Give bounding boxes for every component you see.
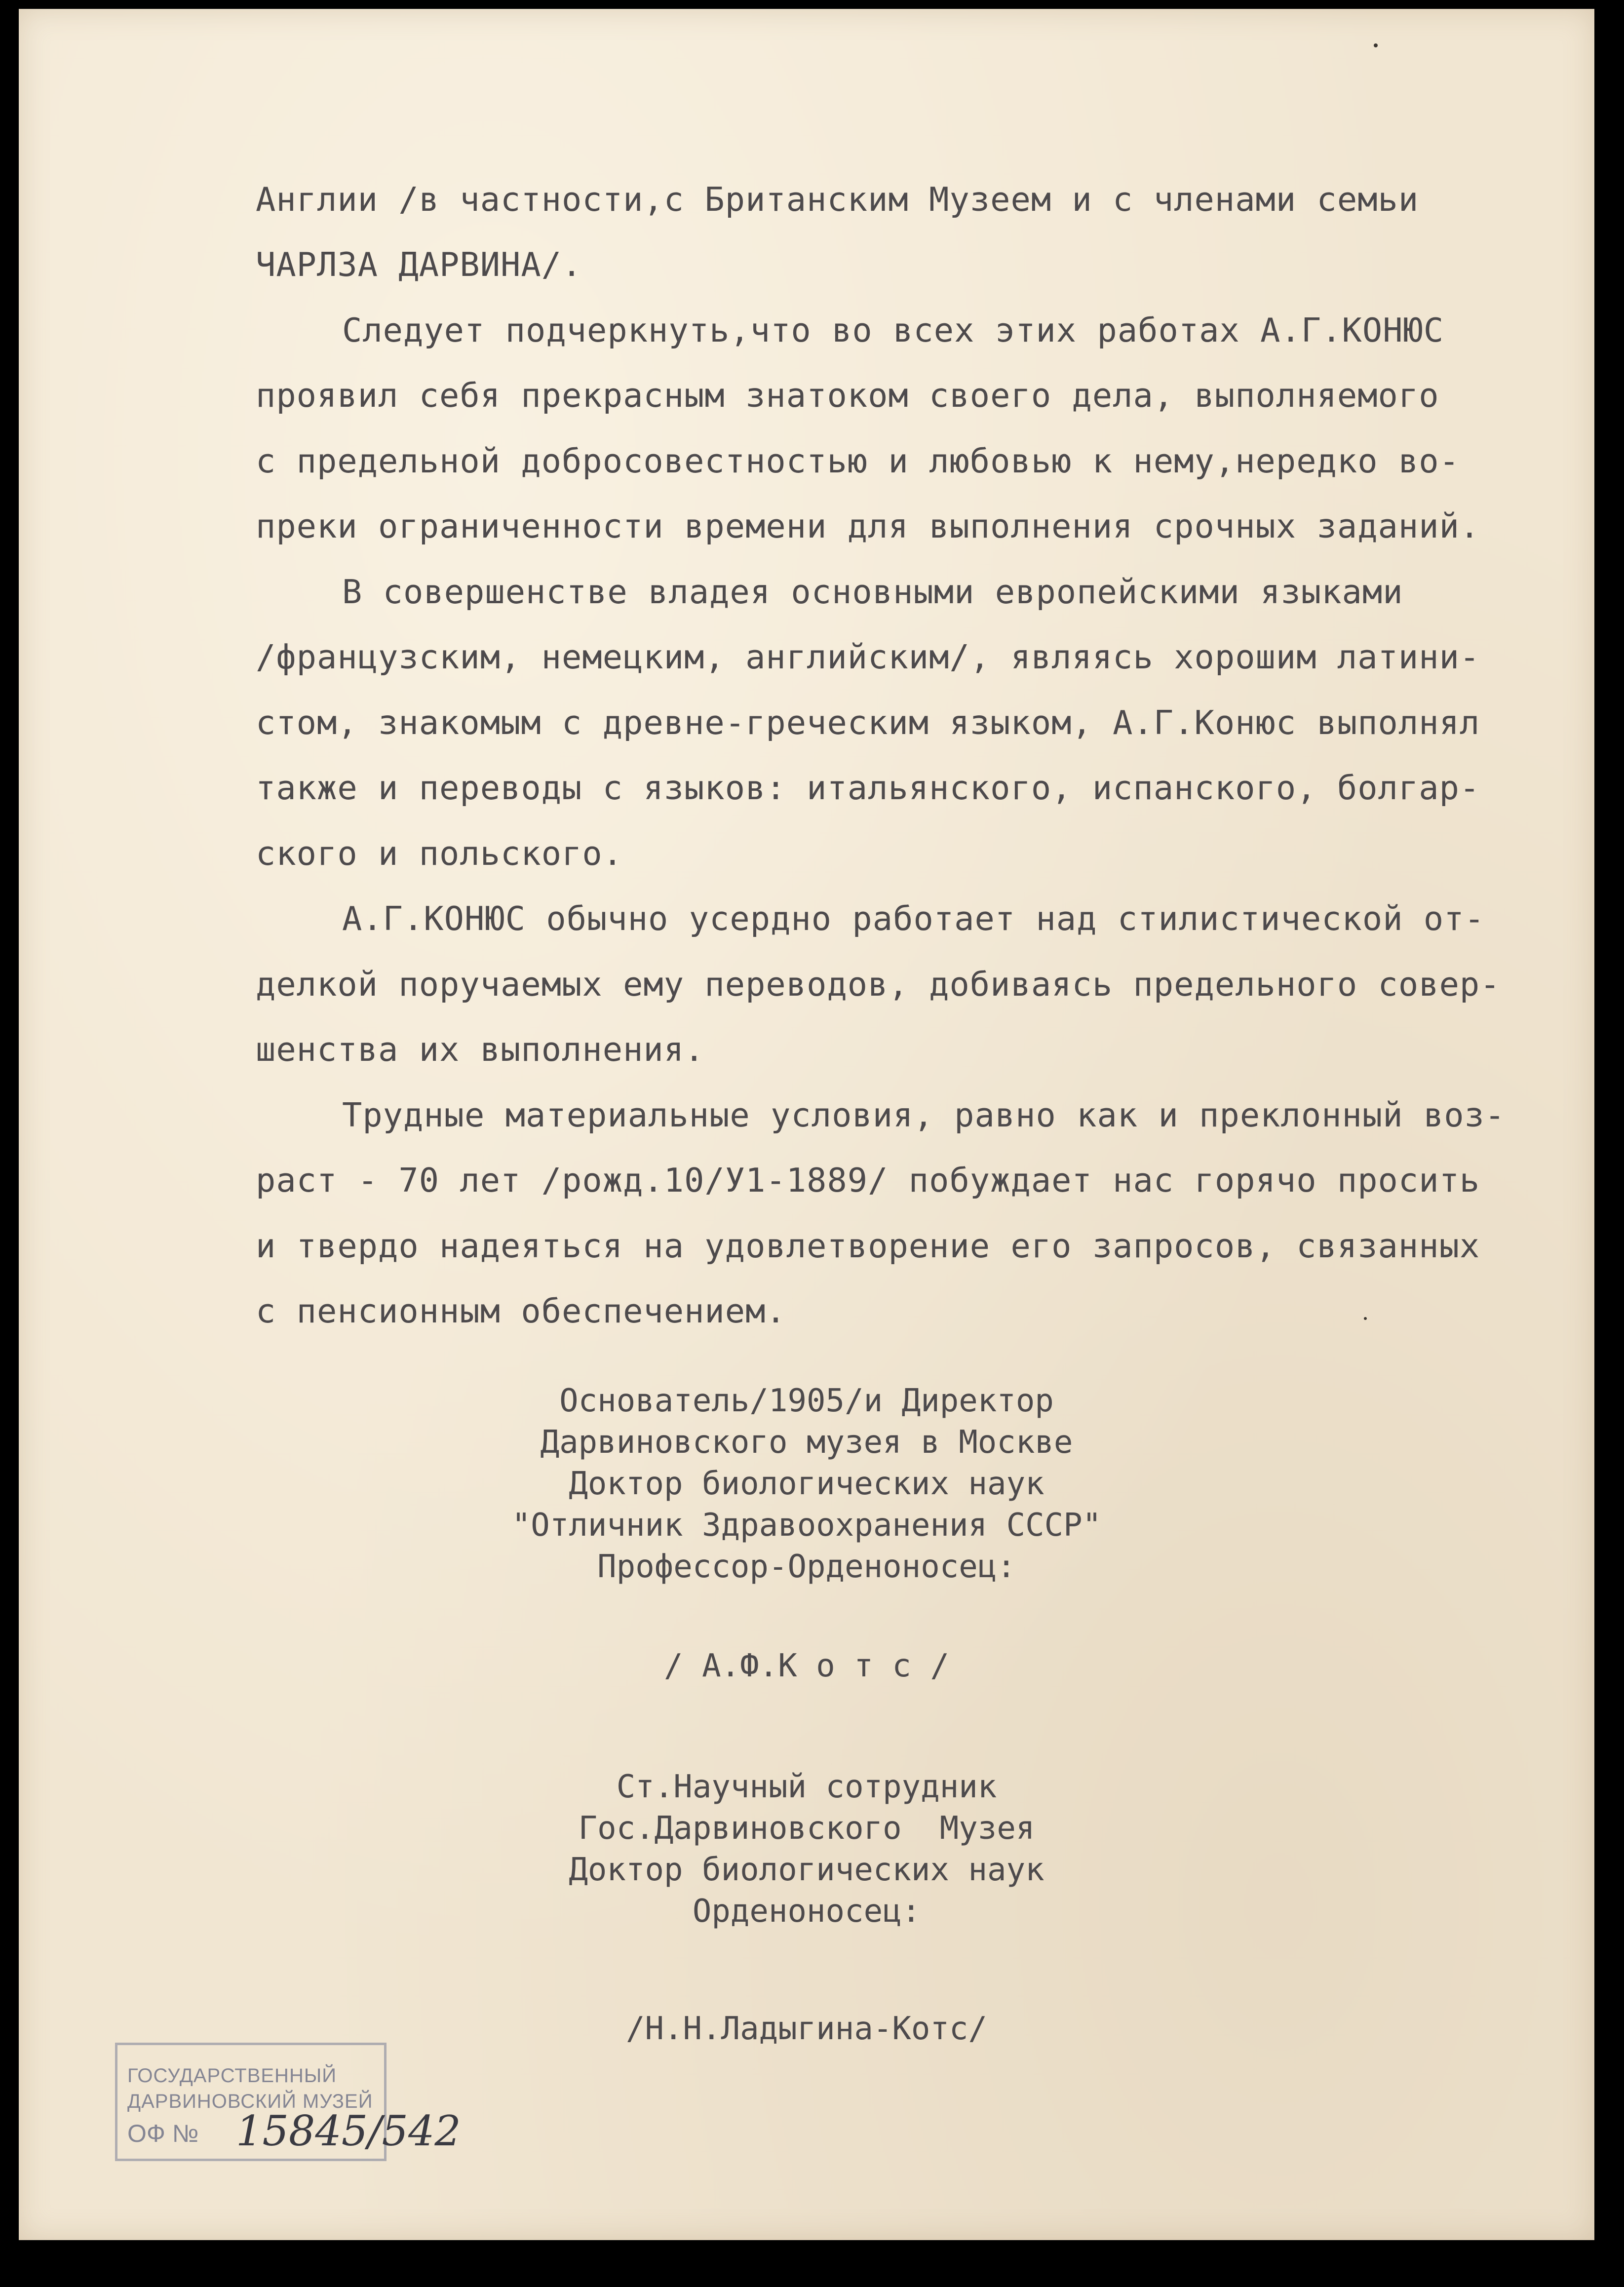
signatory-title: Профессор-Орденоносец: bbox=[597, 1549, 1016, 1585]
body-text bbox=[19, 9, 1594, 1330]
body-line: Трудные материальные условия, равно как и преклонный воз- bbox=[342, 1096, 1506, 1134]
body-line: А.Г.КОНЮС обычно усердно работает над стилистической от- bbox=[342, 899, 1485, 938]
body-line: также и переводы с языков: итальянского, испанского, болгар- bbox=[256, 769, 1480, 807]
body-line: преки ограниченности времени для выполнения срочных заданий. bbox=[256, 507, 1480, 545]
document-page bbox=[19, 9, 1594, 2240]
paper-mark bbox=[1374, 43, 1378, 47]
body-line: проявил себя прекрасным знатоком своего дела, выполняемого bbox=[256, 376, 1439, 415]
signatory-title: Гос.Дарвиновского Музея bbox=[578, 1810, 1035, 1847]
body-line: стом, знакомым с древне-греческим языком, А.Г.Конюс выполнял bbox=[256, 703, 1480, 742]
body-line: ЧАРЛЗА ДАРВИНА/. bbox=[256, 245, 582, 284]
signatory-title: Дарвиновского музея в Москве bbox=[540, 1424, 1073, 1461]
body-line: делкой поручаемых ему переводов, добиваясь предельного совер- bbox=[256, 965, 1501, 1004]
stamp-line: ДАРВИНОВСКИЙ МУЗЕЙ bbox=[127, 2091, 373, 2112]
signatory-name: / А.Ф.К о т с / bbox=[664, 1648, 949, 1684]
body-line: и твердо надеяться на удовлетворение его запросов, связанных bbox=[256, 1227, 1480, 1265]
body-line: ского и польского. bbox=[256, 834, 623, 873]
body-line: с пенсионным обеспечением. bbox=[256, 1292, 786, 1330]
body-line: шенства их выполнения. bbox=[256, 1030, 705, 1069]
signatory-title: Доктор биологических наук bbox=[569, 1852, 1044, 1888]
paper-mark bbox=[1364, 1317, 1367, 1320]
stamp-label: ОФ № bbox=[127, 2120, 199, 2147]
signatory-title: Орденоносец: bbox=[692, 1893, 921, 1930]
body-line: Следует подчеркнуть,что во всех этих работах А.Г.КОНЮС bbox=[342, 311, 1444, 349]
signatory-title: Основатель/1905/и Директор bbox=[559, 1383, 1054, 1419]
inventory-number: 15845/542 bbox=[236, 2107, 461, 2155]
signatory-title: Доктор биологических наук bbox=[569, 1466, 1044, 1502]
body-line: /французским, немецким, английским/, являясь хорошим латини- bbox=[256, 638, 1480, 676]
signatory-name: /Н.Н.Ладыгина-Котс/ bbox=[625, 2011, 988, 2047]
signatory-title: "Отличник Здравоохранения СССР" bbox=[511, 1507, 1102, 1544]
body-line: с предельной добросовестностью и любовью к нему,нередко во- bbox=[256, 442, 1460, 480]
body-line: Англии /в частности,с Британским Музеем и с членами семьи bbox=[256, 180, 1419, 219]
stamp-line: ГОСУДАРСТВЕННЫЙ bbox=[127, 2065, 337, 2087]
signatory-title: Ст.Научный сотрудник bbox=[616, 1769, 997, 1805]
body-line: раст - 70 лет /рожд.10/У1-1889/ побуждает нас горячо просить bbox=[256, 1161, 1480, 1200]
museum-stamp bbox=[115, 2043, 461, 2161]
body-line: В совершенстве владея основными европейскими языками bbox=[342, 573, 1403, 611]
